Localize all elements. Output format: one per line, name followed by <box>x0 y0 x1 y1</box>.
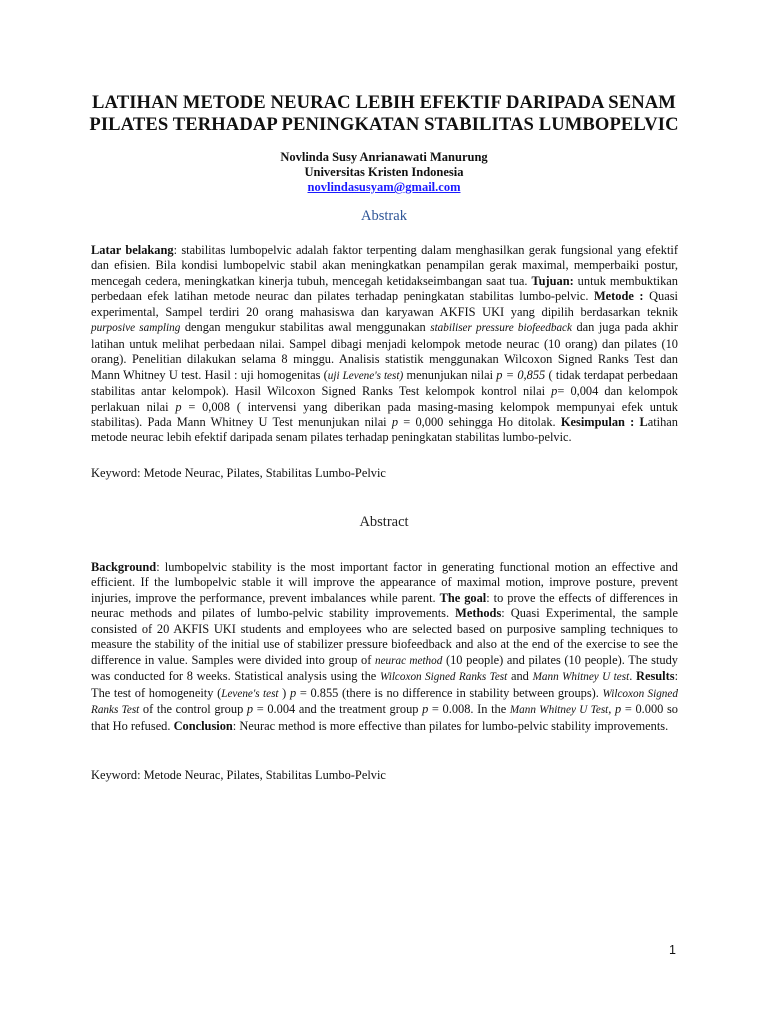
author-name: Novlinda Susy Anrianawati Manurung <box>280 150 488 164</box>
abstract-keywords: Keyword: Metode Neurac, Pilates, Stabilitas Lumbo-Pelvic <box>91 768 386 782</box>
author-block <box>0 150 768 195</box>
author-affiliation: Universitas Kristen Indonesia <box>304 165 464 179</box>
author-email-link[interactable]: novlindasusyam@gmail.com <box>307 180 461 194</box>
abstrak-keywords: Keyword: Metode Neurac, Pilates, Stabilitas Lumbo-Pelvic <box>91 466 386 480</box>
title-line-1: LATIHAN METODE NEURAC LEBIH EFEKTIF DARIPADA SENAM <box>92 92 676 113</box>
page-number: 1 <box>669 943 676 957</box>
title-line-2: PILATES TERHADAP PENINGKATAN STABILITAS LUMBOPELVIC <box>89 114 679 135</box>
abstract-heading: Abstract <box>359 514 409 530</box>
abstrak-paragraph: Latar belakang: stabilitas lumbopelvic adalah faktor terpenting dalam menghasilkan gerak fungsional yang efektif dan efisien. Bila kondisi lumbopelvic stabil akan meningkatkan penampilan gerak maximal, memperbaiki postur, mencegah cedera, meningkatkan kinerja tubuh, mencegah ketidakseimbangan saat tua. Tujuan: untuk membuktikan perbedaan efek latihan metode neurac dan pilates terhadap peningkatan stabilitas lumbo-pelvic. Metode : Quasi experimental, Sampel terdiri 20 orang mahasiswa dan karyawan AKFIS UKI yang dipilih berdasarkan teknik purposive sampling dengan mengukur stabilitas awal menggunakan stabiliser pressure biofeedback dan juga pada akhir latihan untuk melihat perbedaan nilai. Sampel dibagi menjadi kelompok metode neurac (10 orang) dan pilates (10 orang). Penelitian dilakukan selama 8 minggu. Analisis statistik menggunakan Wilcoxon Signed Ranks Test dan Mann Whitney U test. Hasil : uji homogenitas (uji Levene's test) menunjukan nilai p = 0,855 ( tidak terdapat perbedaan stabilitas antar kelompok). Hasil Wilcoxon Signed Ranks Test kelompok kontrol nilai p= 0,004 dan kelompok perlakuan nilai p = 0,008 ( intervensi yang diberikan pada masing-masing kelompok mempunyai efek untuk stabilitas). Pada Mann Whitney U Test menunjukan nilai p = 0,000 sehingga Ho ditolak. Kesimpulan : Latihan metode neurac lebih efektif daripada senam pilates terhadap peningkatan stabilitas lumbo-pelvic. <box>91 243 678 445</box>
abstract-paragraph: Background: lumbopelvic stability is the most important factor in generating functional motion an effective and efficient. If the lumbopelvic stable it will improve the appearance of maximal motion, improve posture, prevent injuries, improve the performance, prevent imbalances while parent. The goal: to prove the effects of differences in neurac methods and pilates of lumbo-pelvic stability improvements. Methods: Quasi Experimental, the sample consisted of 20 AKFIS UKI students and employees who are selected based on purposive sampling techniques to measure the stability of the initial use of stabilizer pressure biofeedback and also at the end of the exercise to see the difference in value. Samples were divided into group of neurac method (10 people) and pilates (10 people). The study was conducted for 8 weeks. Statistical analysis using the Wilcoxon Signed Ranks Test and Mann Whitney U test. Results: The test of homogeneity (Levene's test ) p = 0.855 (there is no difference in stability between groups). Wilcoxon Signed Ranks Test of the control group p = 0.004 and the treatment group p = 0.008. In the Mann Whitney U Test, p = 0.000 so that Ho refused. Conclusion: Neurac method is more effective than pilates for lumbo-pelvic stability improvements. <box>91 560 679 733</box>
paper-title <box>0 92 768 136</box>
abstrak-heading: Abstrak <box>361 208 407 224</box>
